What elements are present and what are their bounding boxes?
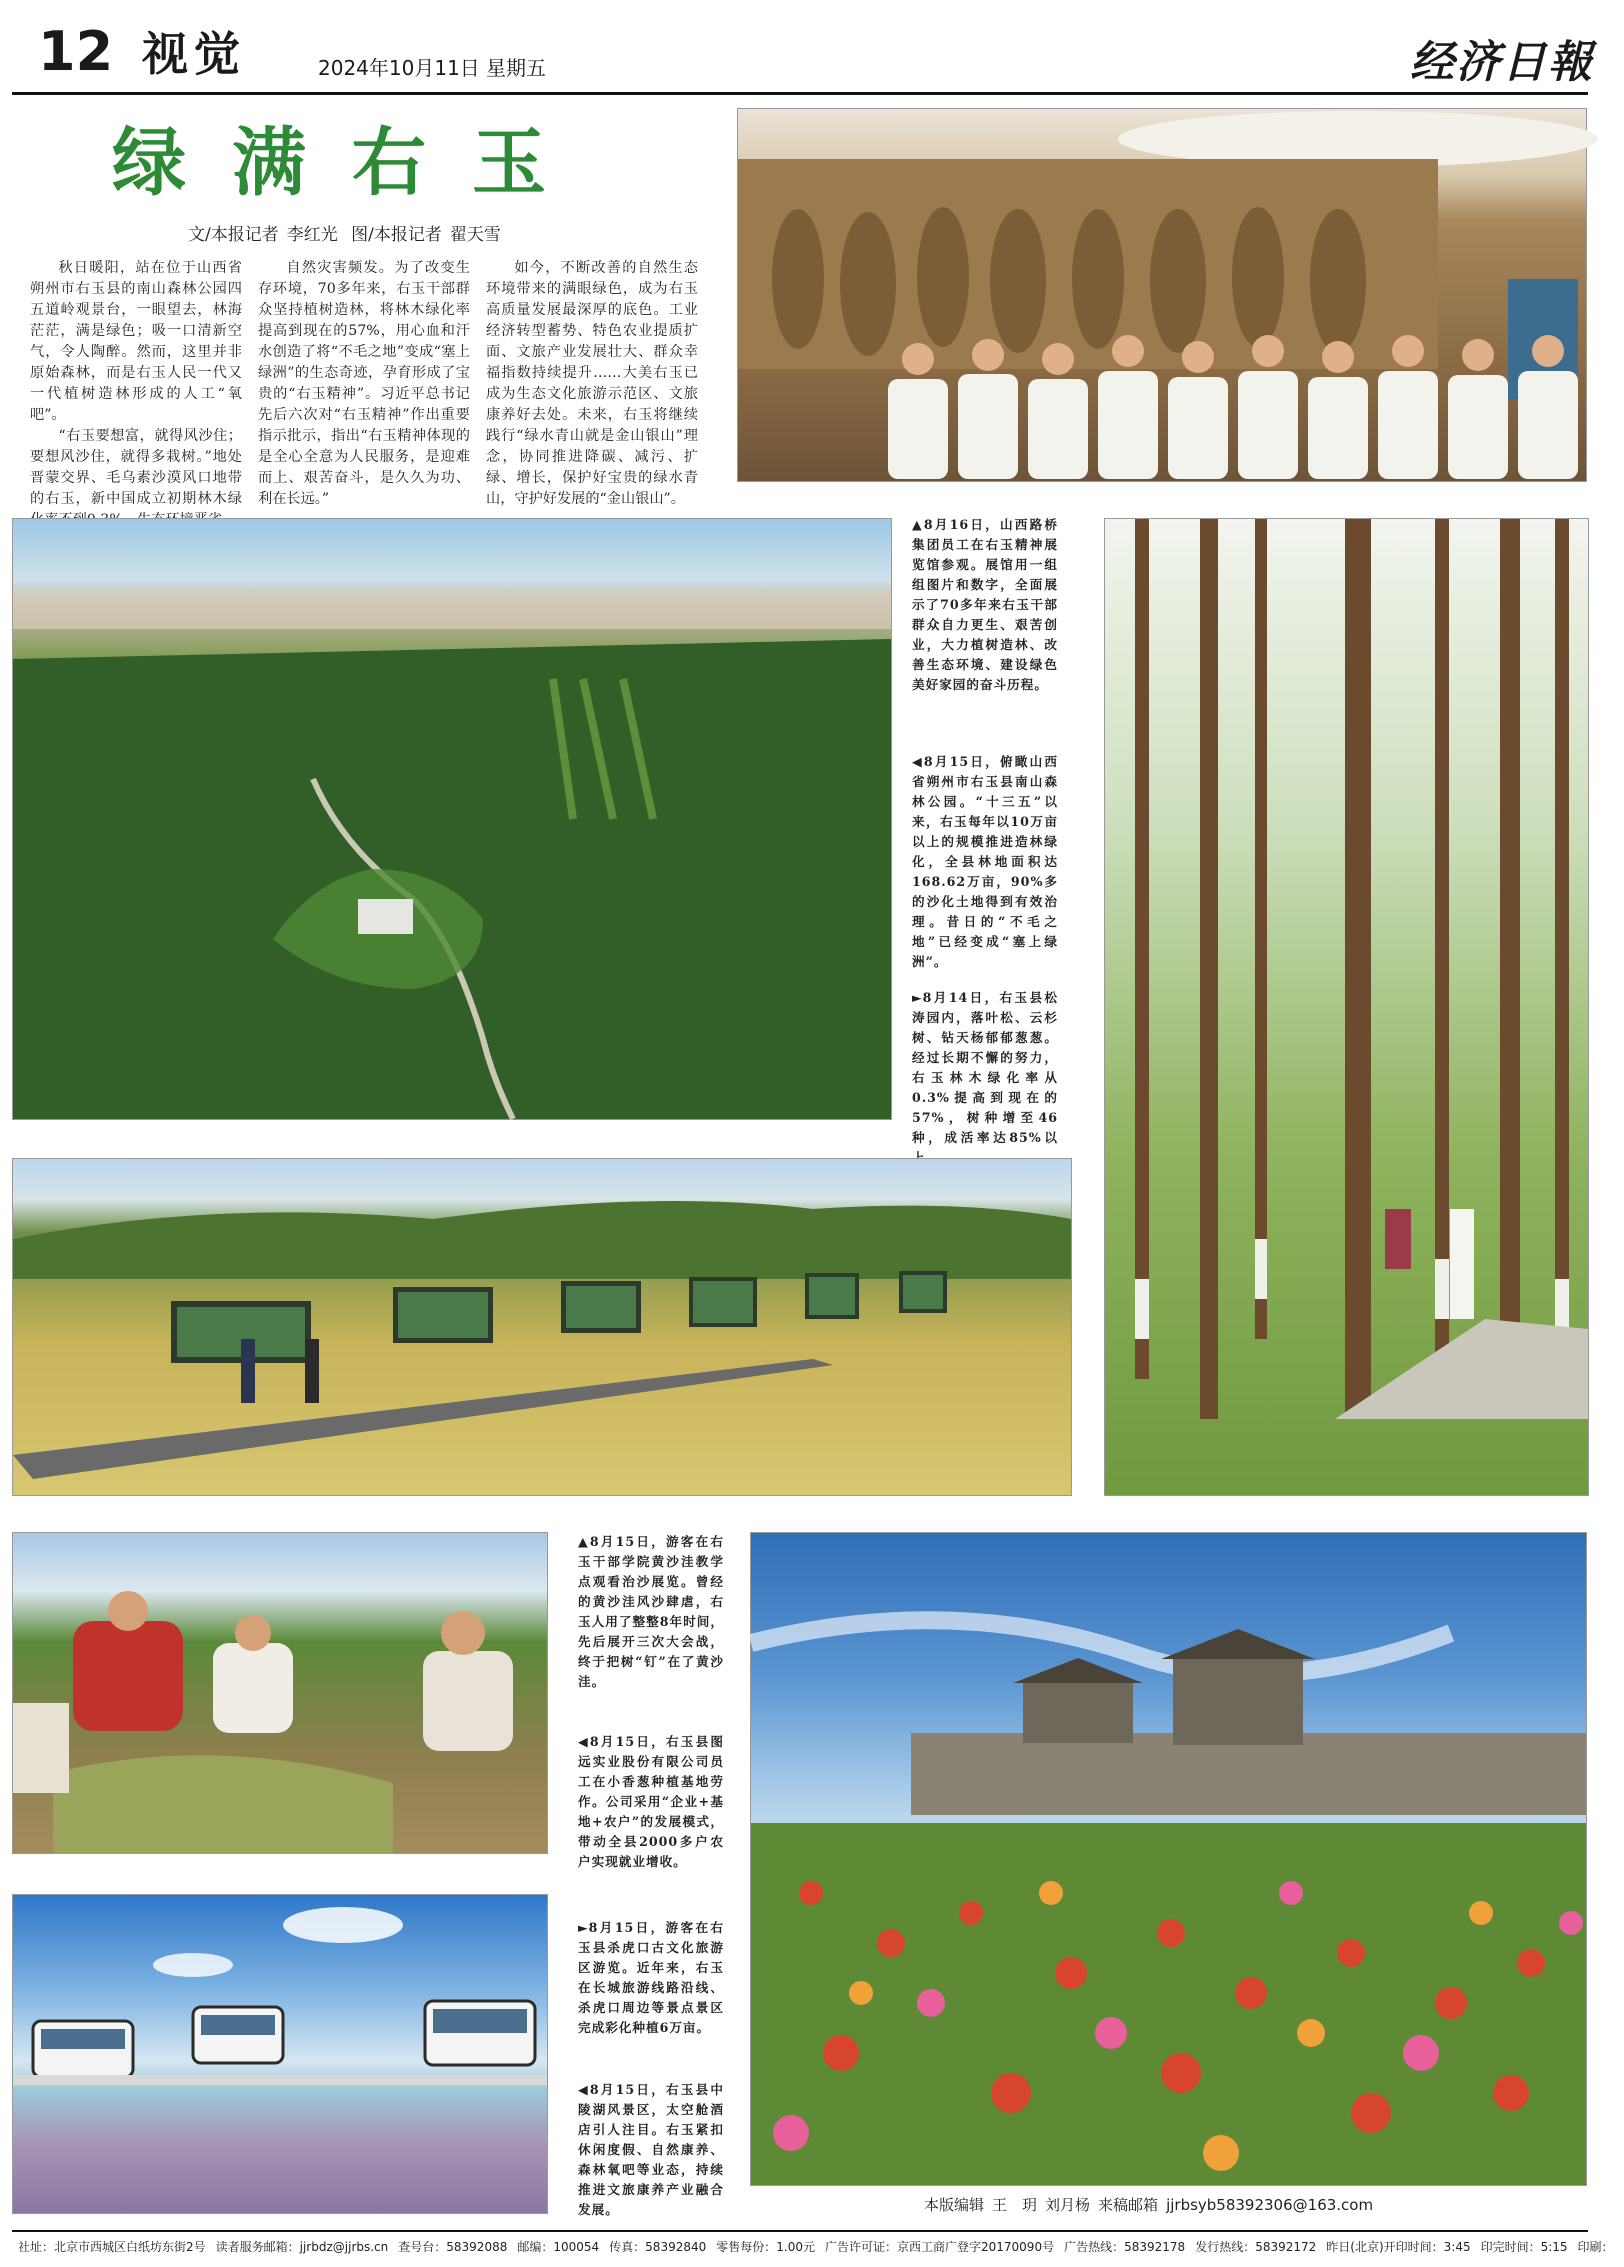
caption-zhonglinghu: ◀8月15日，右玉县中陵湖风景区，太空舱酒店引人注目。右玉紧扣休闲度假、自然康养、森林氧吧等业态，持续推进文旅康养产业融合发展。 — [578, 2082, 724, 2217]
caption-shahukou: ►8月15日，游客在右玉县杀虎口古文化旅游区游览。近年来，右玉在长城旅游线路沿线、杀虎口周边等景点景区完成彩化种植6万亩。 — [578, 1920, 724, 2035]
byline: 文/本报记者 李红光 图/本报记者 翟天雪 — [188, 225, 501, 245]
caption-scallion-base: ◀8月15日，右玉县图远实业股份有限公司员工在小香葱种植基地劳作。公司采用“企业+基地+农户”的发展模式，带动全县2000多户农户实现就业增收。 — [578, 1734, 724, 1869]
footer-rule — [12, 2230, 1588, 2232]
article-column-2: 自然灾害频发。为了改变生存环境，70多年来，右玉干部群众坚持植树造林，将林木绿化率提高到现在的57%，用心血和汗水创造了将“不毛之地”变成“塞上绿洲”的生态奇迹，孕育形成了宝贵的“右玉精神”。习近平总书记先后六次对“右玉精神”作出重要指示批示，指出“右玉精神体现的是全心全意为人民服务，是迎难而上、艰苦奋斗，是久久为功、利在长远。” — [258, 260, 470, 507]
caption-exhibition: ▲8月16日，山西路桥集团员工在右玉精神展览馆参观。展馆用一组组图片和数字，全面展示了70多年来右玉干部群众自力更生、艰苦创业，大力植树造林、改善生态环境、建设绿色美好家园的奋斗历程。 — [912, 517, 1058, 692]
article-column-1: 秋日暖阳，站在位于山西省朔州市右玉县的南山森林公园四五道岭观景台，一眼望去，林海茫茫，满是绿色；吸一口清新空气，令人陶醉。然而，这里并非原始森林，而是右玉人民一代又一代植树造林形成的人工“氧吧”。 “右玉要想富，就得风沙住；要想风沙住，就得多栽树。”地处晋蒙交界、毛乌素沙漠风口地带的右玉，新中国成立初期林木绿 — [30, 260, 242, 507]
editor-credit: 本版编辑 王 玥 刘月杨 来稿邮箱 jjrbsyb58392306@163.com — [924, 2196, 1374, 2214]
caption-sand-exhibit: ▲8月15日，游客在右玉干部学院黄沙洼教学点观看治沙展览。曾经的黄沙洼风沙肆虐，右玉人用了整整8年时间，先后展开三次大会战，终于把树“钉”在了黄沙洼。 — [578, 1534, 724, 1689]
masthead-logo: 经济日報 — [1410, 37, 1594, 88]
caption-aerial: ◀8月15日，俯瞰山西省朔州市右玉县南山森林公园。“十三五”以来，右玉每年以10万亩以上的规模推进造林绿化，全县林地面积达168.62万亩，90%多的沙化土地得到有效治理。昔日的“不毛之地”已经变成“塞上绿洲”。 — [912, 754, 1058, 969]
photo-exhibition-hall — [737, 108, 1587, 482]
header-rule — [12, 92, 1588, 95]
page-number: 12 — [38, 20, 114, 83]
section-name: 视觉 — [142, 27, 246, 81]
photo-capsule-hotel — [12, 1894, 548, 2214]
footer-info: 社址：北京市西城区白纸坊东街2号 读者服务邮箱：jjrbdz@jjrbs.cn 查号台：58392088 邮编：100054 传真：58392840 零售每份：1.00元 广告许可证：京西工商广登字20170090号 广告热线：58392178 发行热线：58392172 昨日(北京)开印时间：3:45 印完时间：5:15 印刷： — [18, 2240, 1614, 2254]
caption-pine-park: ►8月14日，右玉县松涛园内，落叶松、云杉树、钻天杨郁郁葱葱。经过长期不懈的努力，右玉林木绿化率从0.3%提高到现在的57%，树种增至46种，成活率达85%以 — [912, 990, 1058, 1145]
photo-farm-workers — [12, 1532, 548, 1854]
photo-gate-flowers — [750, 1532, 1587, 2186]
article-column-3: 如今，不断改善的自然生态环境带来的满眼绿色，成为右玉高质量发展最深厚的底色。工业经济转型蓄势、特色农业提质扩面、文旅产业发展壮大、群众幸福指数持续提升……大美右玉已成为生态文化旅游示范区、文旅康养好去处。未来，右玉将继续践行“绿水青山就是金山银山”理念，协同推进降碳、减污、扩绿、增长，保护好宝贵的绿水青山，守护好发展的“金山银山”。 — [486, 260, 698, 507]
headline: 绿满右玉 — [112, 120, 592, 206]
issue-date: 2024年10月11日 — [318, 56, 480, 80]
photo-aerial-forest — [12, 518, 892, 1120]
photo-pine-forest — [1104, 518, 1589, 1496]
submission-email[interactable]: jjrbsyb58392306@163.com — [1166, 2196, 1374, 2214]
issue-weekday: 星期五 — [486, 56, 546, 80]
photo-outdoor-exhibit — [12, 1158, 1072, 1496]
